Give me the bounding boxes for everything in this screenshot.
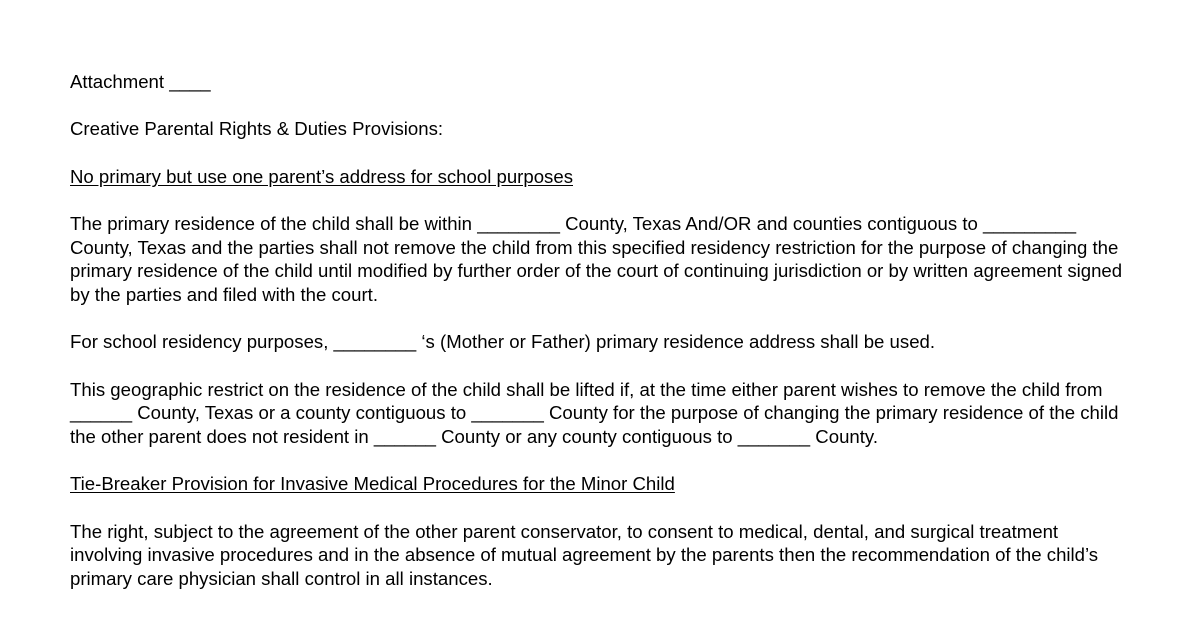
paragraph-geographic-restriction-lift: This geographic restrict on the residence of the child shall be lifted if, at the time either parent wishes to remove the child from ______ County, Texas or a county contiguous to _______ County for the purpose of changing the primary residence of the child the other parent does not resident in ______ County or any county contiguous to _______ County. [70, 378, 1119, 447]
attachment-label: Attachment ____ [70, 71, 211, 92]
paragraph-medical-consent: The right, subject to the agreement of the other parent conservator, to consent to medical, dental, and surgical treatment involving invasive procedures and in the absence of mutual agreement by the parents then the recommendation of the child’s primary care physician shall control in all instances. [70, 520, 1099, 589]
paragraph-school-residency: For school residency purposes, ________ ‘s (Mother or Father) primary residence address shall be used. [70, 331, 936, 353]
document-title: Creative Parental Rights & Duties Provisions: [70, 118, 444, 140]
section-heading-tie-breaker: Tie-Breaker Provision for Invasive Medical Procedures for the Minor Child [70, 473, 675, 495]
section-heading-school-address: No primary but use one parent’s address for school purposes [70, 165, 573, 187]
document-page [70, 70, 1130, 614]
paragraph-residence-restriction: The primary residence of the child shall be within ________ County, Texas And/OR and counties contiguous to _________ County, Texas and the parties shall not remove the child from this specified residency restriction for the purpose of changing the primary residence of the child until modified by further order of the court of continuing jurisdiction or by written agreement signed by the parties and filed with the court. [70, 213, 1123, 305]
